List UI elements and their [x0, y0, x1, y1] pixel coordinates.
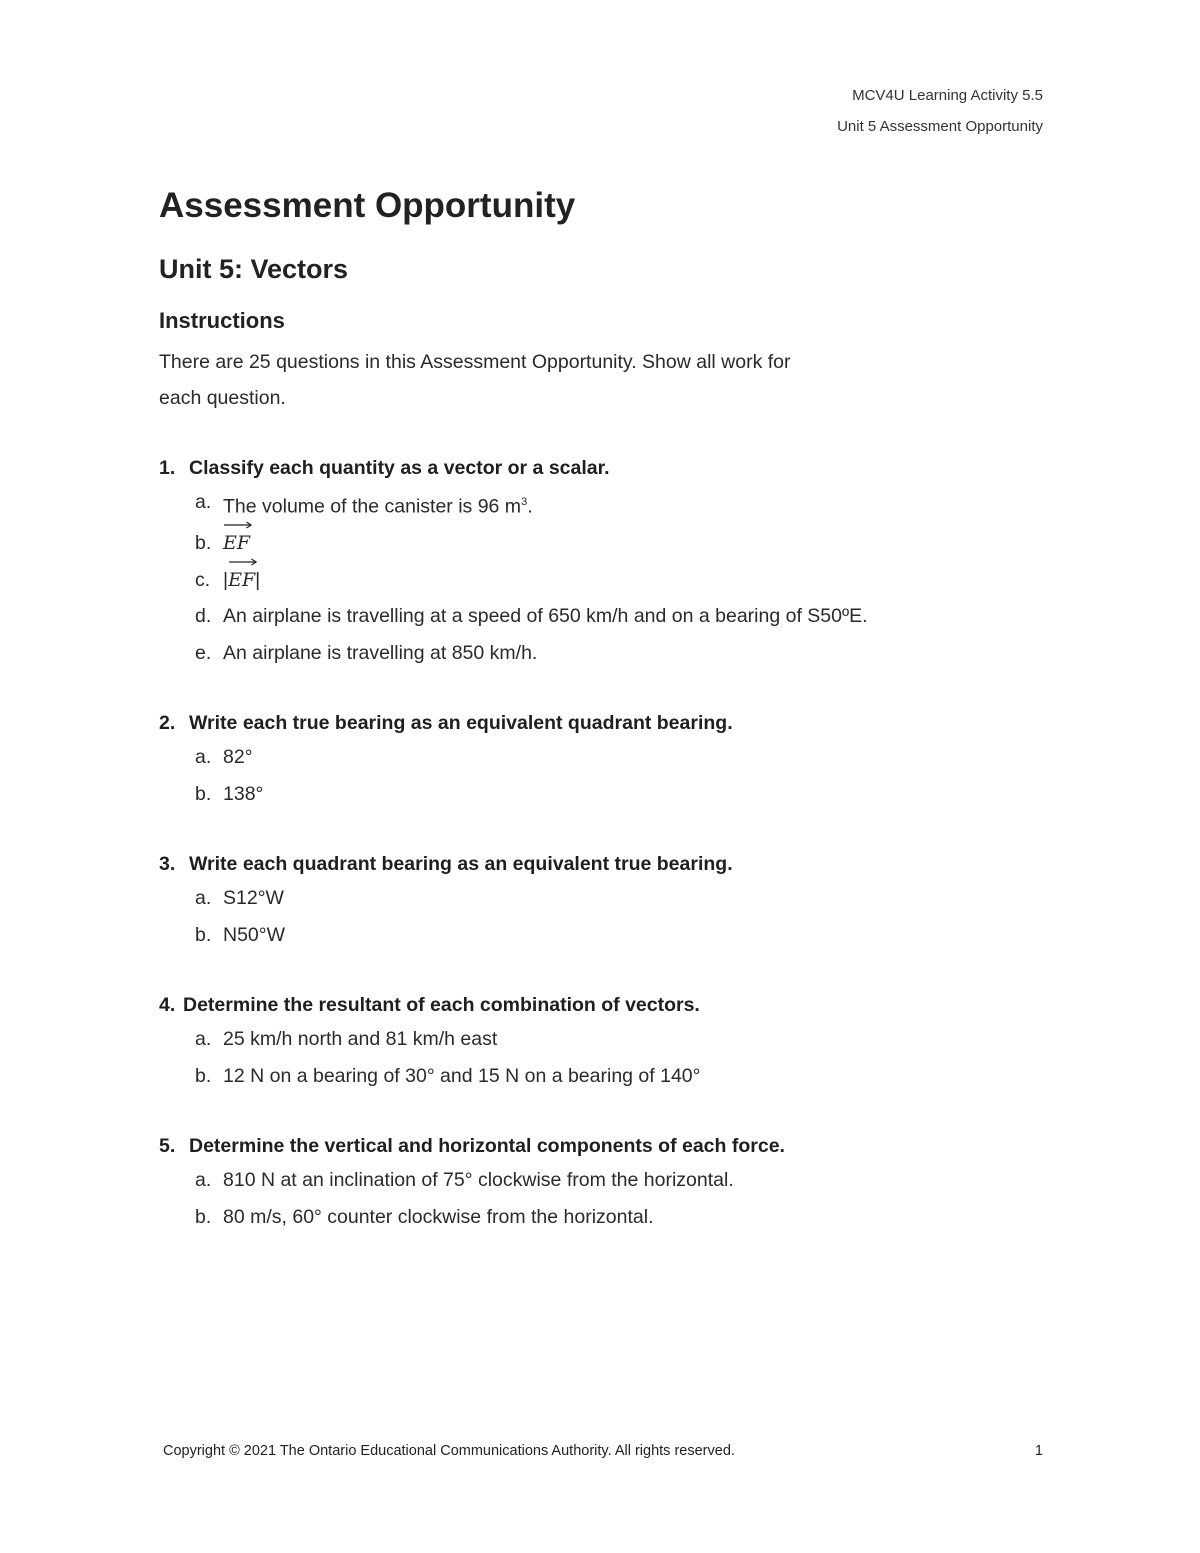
unit-subtitle: Unit 5: Vectors: [159, 254, 349, 284]
instructions-text: [159, 344, 879, 416]
part-letter: b.: [195, 1064, 212, 1087]
part-letter: b.: [195, 782, 212, 805]
vector-magnitude: [223, 562, 260, 599]
part-letter: a.: [195, 1028, 212, 1050]
part-text: 25 km/h north and 81 km/h east: [223, 1028, 498, 1050]
question-stem: [159, 452, 1059, 484]
question-number: 2.: [159, 712, 176, 734]
question-text: Determine the vertical and horizontal components of each force.: [189, 1135, 785, 1157]
question-parts: [159, 880, 1059, 953]
part-letter: a.: [195, 491, 212, 513]
header-course-line: MCV4U Learning Activity 5.5: [852, 87, 1043, 104]
question-4: [159, 989, 1059, 1094]
question-text: Determine the resultant of each combination of vectors.: [183, 994, 700, 1016]
question-text: Classify each quantity as a vector or a scalar.: [189, 457, 610, 479]
part-letter: c.: [195, 568, 211, 591]
question-part: [159, 739, 1059, 776]
question-parts: [159, 484, 1059, 671]
question-parts: [159, 739, 1059, 812]
vector-symbol: [223, 525, 250, 562]
question-part: [159, 1199, 1059, 1236]
question-5: [159, 1130, 1059, 1235]
header-unit-line: Unit 5 Assessment Opportunity: [837, 118, 1043, 135]
instructions-heading: Instructions: [159, 308, 285, 333]
question-part: [159, 525, 1059, 562]
part-letter: a.: [195, 1169, 212, 1191]
instructions-text-line1: There are 25 questions in this Assessment Opportunity. Show all work for: [159, 351, 791, 373]
question-parts: [159, 1162, 1059, 1235]
question-part: [159, 776, 1059, 813]
question-1: [159, 452, 1059, 671]
part-text: [223, 484, 533, 525]
question-number: 1.: [159, 457, 176, 479]
instructions-text-line2: each question.: [159, 387, 286, 409]
part-letter: e.: [195, 641, 212, 664]
question-number: 3.: [159, 853, 176, 875]
question-part: [159, 1162, 1059, 1199]
question-stem: [159, 989, 1059, 1021]
page-footer: [163, 1443, 1043, 1459]
part-letter: b.: [195, 923, 212, 946]
part-text: 80 m/s, 60° counter clockwise from the horizontal.: [223, 1205, 654, 1228]
page-header: [837, 80, 1043, 142]
part-text-suffix: .: [527, 495, 533, 518]
superscript: 3: [521, 496, 528, 508]
vector-arrow-icon: [229, 558, 257, 564]
question-number: 4.: [159, 994, 176, 1016]
question-part: [159, 635, 1059, 672]
question-part: [159, 598, 1059, 635]
part-letter: d.: [195, 605, 212, 627]
question-stem: [159, 707, 1059, 739]
question-stem: [159, 848, 1059, 880]
part-letter: a.: [195, 887, 212, 909]
part-letter: b.: [195, 532, 212, 554]
question-list: [159, 452, 1059, 1271]
question-stem: [159, 1130, 1059, 1162]
part-text: 810 N at an inclination of 75° clockwise from the horizontal.: [223, 1169, 734, 1191]
question-part: [159, 917, 1059, 954]
vector-name: EF: [223, 532, 251, 554]
question-parts: [159, 1021, 1059, 1094]
question-number: 5.: [159, 1135, 176, 1157]
vector-name: EF: [228, 568, 256, 591]
question-text: Write each true bearing as an equivalent quadrant bearing.: [189, 712, 733, 734]
part-letter: a.: [195, 746, 212, 768]
question-part: [159, 562, 1059, 599]
part-text-main: The volume of the canister is 96 m: [223, 495, 522, 518]
part-letter: b.: [195, 1205, 212, 1228]
page-title: Assessment Opportunity: [159, 186, 576, 225]
vector-arrow-icon: [224, 521, 252, 527]
question-2: [159, 707, 1059, 812]
vector-symbol: [228, 562, 255, 599]
question-part: [159, 484, 1059, 525]
part-text: S12°W: [223, 887, 284, 909]
magnitude-bar-left: |: [223, 568, 229, 591]
page-number: 1: [1034, 1443, 1043, 1459]
part-text: 12 N on a bearing of 30° and 15 N on a bearing of 140°: [223, 1064, 701, 1087]
question-3: [159, 848, 1059, 953]
copyright-notice: Copyright © 2021 The Ontario Educational Communications Authority. All rights reserved.: [163, 1443, 735, 1459]
part-text: 138°: [223, 782, 264, 805]
part-text: An airplane is travelling at 850 km/h.: [223, 641, 538, 664]
part-text: An airplane is travelling at a speed of 650 km/h and on a bearing of S50ºE.: [223, 605, 868, 627]
part-text: 82°: [223, 746, 253, 768]
question-text: Write each quadrant bearing as an equivalent true bearing.: [189, 853, 733, 875]
magnitude-bar-right: |: [255, 568, 261, 591]
question-part: [159, 1021, 1059, 1058]
question-part: [159, 1058, 1059, 1095]
question-part: [159, 880, 1059, 917]
part-text: N50°W: [223, 923, 285, 946]
